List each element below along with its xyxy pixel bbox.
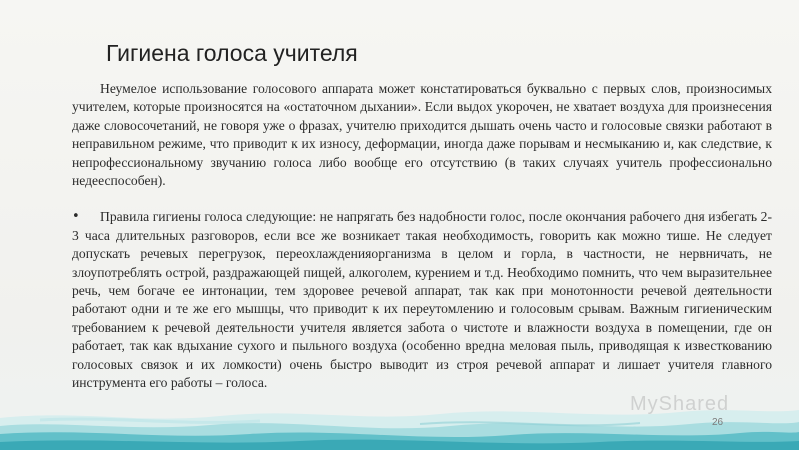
slide-title: Гигиена голоса учителя [106,40,358,66]
bullet-marker: • [72,209,80,225]
page-number: 26 [712,417,724,428]
slide-body [72,80,772,393]
bullet-item [72,208,772,392]
watermark-text: MyShared [630,393,730,415]
paragraph-2: Правила гигиены голоса следующие: не напрягать без надобности голос, после окончания рабочего дня избегать 2-3 часа длительных разговоров, если все же возникает такая необходимость, говорить как можно тише. Не следует допускать речевых перегрузок, переохлажденияорганизма в целом и горла, в частности, не нервничать, не злоупотреблять острой, раздражающей пищей, алкоголем, курением и т.д. Необходимо помнить, что чем выразительнее речь, чем богаче ее интонации, тем здоровее речевой аппарат, так как при монотонности речевой деятельности работают одни и те же его мышцы, что приводит к их переутомлению и голосовым срывам. Важным гигиеническим требованием к речевой деятельности учителя является забота о чистоте и влажности воздуха в помещении, где он работает, так как вдыхание сухого и пыльного воздуха (особенно вредна меловая пыль, приводящая к известкованию голосовых связок и их ломкости) очень быстро выводит из строя речевой аппарат и лишает учителя главного инструмента его работы – голоса. [72,209,772,391]
paragraph-1: Неумелое использование голосового аппарата может констатироваться буквально с первых слов, произносимых учителем, которые произносятся на «остаточном дыхании». Если выдох укорочен, не хватает воздуха для произнесения даже словосочетаний, не говоря уже о фразах, учителю приходится дышать очень часто и голосовые связки работают в неправильном режиме, что приводит к их износу, деформации, иногда даже порывам и несмыканию и, как следствие, к непрофессиональному звучанию голоса либо вообще его отсутствию (в таких случаях учитель профессионально недееспособен). [72,81,772,189]
